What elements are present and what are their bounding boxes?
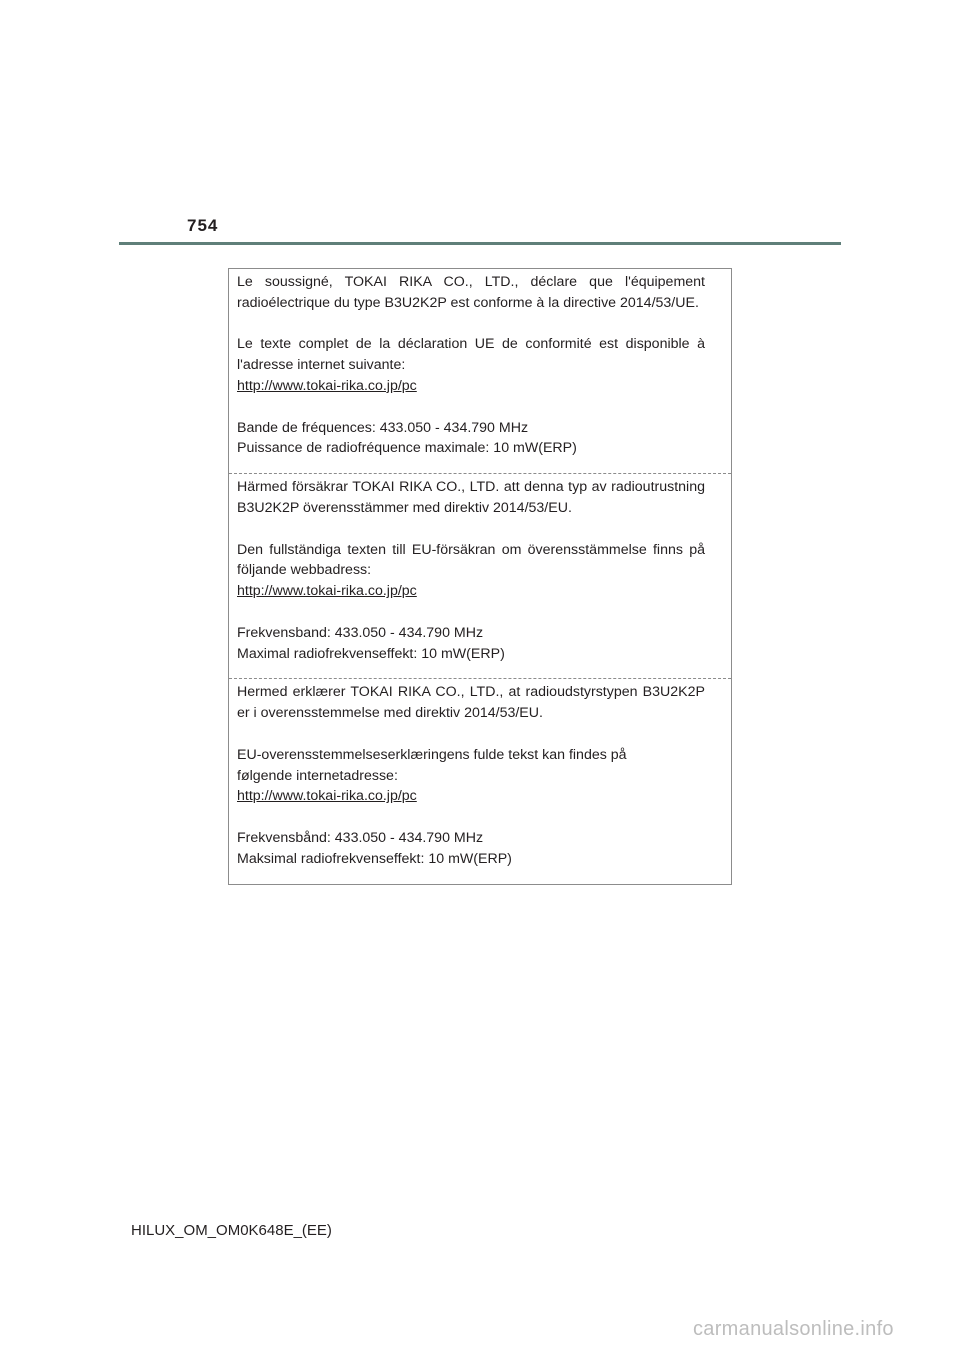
declarations-box bbox=[228, 268, 732, 885]
max-power: Puissance de radiofréquence maximale: 10 mW(ERP) bbox=[237, 440, 577, 457]
frequency-band: Frekvensbånd: 433.050 - 434.790 MHz bbox=[237, 829, 484, 846]
declaration-french bbox=[229, 269, 731, 473]
declaration-url-link[interactable]: http://www.tokai-rika.co.jp/pc bbox=[237, 788, 417, 805]
declaration-availability: Den fullständiga texten till EU-försäkran om överensstämmelse finns på följande webbadress: bbox=[237, 541, 705, 579]
declaration-availability-line1: EU-overensstemmelseserklæringens fulde tekst kan findes på bbox=[237, 746, 627, 763]
frequency-band: Frekvensband: 433.050 - 434.790 MHz bbox=[237, 624, 484, 641]
declaration-statement: Härmed försäkrar TOKAI RIKA CO., LTD. att denna typ av radioutrustning B3U2K2P överensstämmer med direktiv 2014/53/EU. bbox=[237, 479, 705, 516]
document-code: HILUX_OM_OM0K648E_(EE) bbox=[131, 1222, 332, 1239]
declaration-statement: Le soussigné, TOKAI RIKA CO., LTD., déclare que l'équipement radioélectrique du type B3U2K2P est conforme à la directive 2014/53/UE. bbox=[237, 274, 705, 311]
declaration-url-link[interactable]: http://www.tokai-rika.co.jp/pc bbox=[237, 583, 417, 600]
max-power: Maximal radiofrekvenseffekt: 10 mW(ERP) bbox=[237, 645, 505, 662]
frequency-band: Bande de fréquences: 433.050 - 434.790 MHz bbox=[237, 419, 529, 436]
declaration-statement: Hermed erklærer TOKAI RIKA CO., LTD., at radioudstyrstypen B3U2K2P er i overensstemmelse med direktiv 2014/53/EU. bbox=[237, 684, 705, 722]
declaration-swedish bbox=[229, 473, 731, 678]
declaration-availability: Le texte complet de la déclaration UE de conformité est disponible à l'adresse internet suivante: bbox=[237, 336, 705, 374]
watermark: carmanualsonline.info bbox=[693, 1318, 894, 1340]
declaration-availability-line2: følgende internetadresse: bbox=[237, 767, 398, 784]
header-rule bbox=[119, 242, 841, 245]
declaration-url-link[interactable]: http://www.tokai-rika.co.jp/pc bbox=[237, 377, 417, 394]
max-power: Maksimal radiofrekvenseffekt: 10 mW(ERP) bbox=[237, 850, 512, 867]
declaration-danish bbox=[229, 678, 731, 883]
page-number: 754 bbox=[187, 216, 219, 235]
